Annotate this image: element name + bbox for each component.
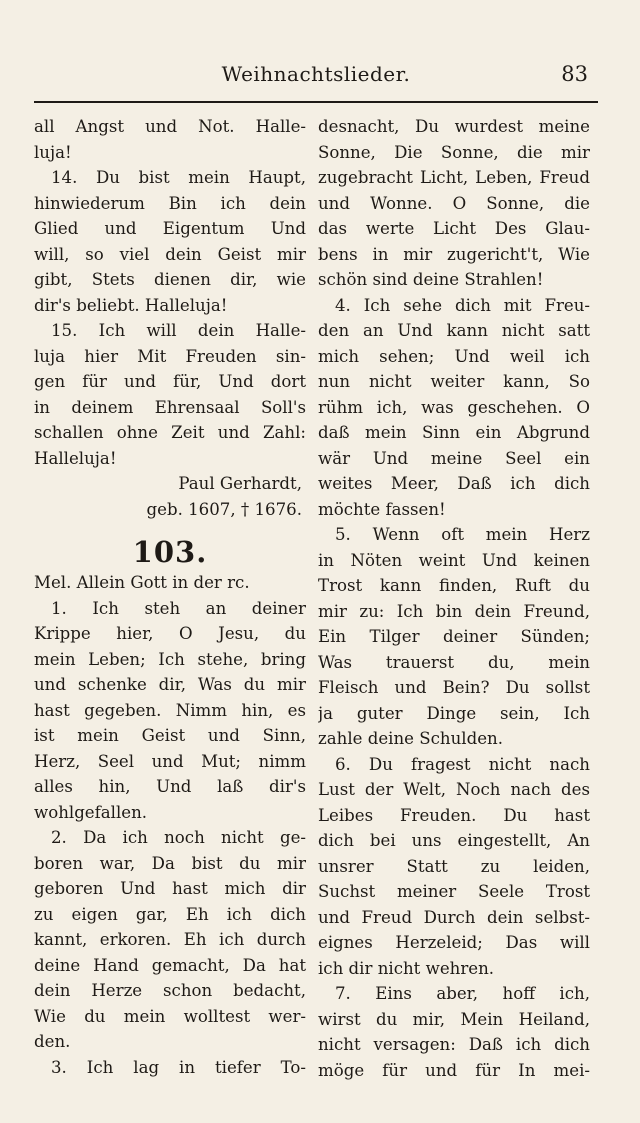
text-line: schön sind deine Strahlen! <box>318 270 544 289</box>
text-line: wohlgefallen. <box>34 802 148 822</box>
text-line: ja guter Dinge sein, Ich <box>318 703 590 723</box>
text-line: Mel. Allein Gott in der rc. <box>34 573 250 592</box>
text-line: will, so viel dein Geist mir <box>34 244 306 264</box>
text-line: Ein Tilger deiner Sünden; <box>318 627 590 646</box>
text-line: und Wonne. O Sonne, die <box>318 193 590 213</box>
text-line: 5. Wenn oft mein Herz <box>335 525 590 544</box>
text-line: alles hin, Und laß dir's <box>34 777 306 796</box>
text-line: den an Und kann nicht satt <box>318 321 590 340</box>
text-line: 3. Ich lag in tiefer To- <box>51 1057 306 1077</box>
text-line: geboren Und hast mich dir <box>34 879 306 898</box>
text-line: 6. Du fragest nicht nach <box>335 754 590 774</box>
text-line: dir's beliebt. Halleluja! <box>34 295 228 315</box>
text-line: schallen ohne Zeit und Zahl: <box>34 423 306 442</box>
text-line: 1. Ich steh an deiner <box>51 598 306 618</box>
text-line: das werte Licht Des Glau- <box>318 219 590 238</box>
text-line: 15. Ich will dein Halle- <box>51 321 306 340</box>
text-line: unsrer Statt zu leiden, <box>318 856 590 876</box>
text-line: möge für und für In mei- <box>318 1060 590 1080</box>
text-line: geb. 1607, † 1676. <box>146 499 302 519</box>
text-line: 7. Eins aber, hoff ich, <box>335 984 590 1003</box>
text-line: und schenke dir, Was du mir <box>34 675 306 694</box>
text-line: ist mein Geist und Sinn, <box>34 726 306 745</box>
text-line: ich dir nicht wehren. <box>318 958 495 978</box>
header-rule <box>34 101 598 103</box>
text-line: luja hier Mit Freuden sin- <box>34 346 306 366</box>
text-line: Halleluja! <box>34 448 117 468</box>
text-line: Paul Gerhardt, <box>178 474 302 493</box>
text-line: Suchst meiner Seele Trost <box>318 882 590 901</box>
text-line: Was trauerst du, mein <box>318 652 590 672</box>
text-line: hast gegeben. Nimm hin, es <box>34 700 306 720</box>
text-line: Wie du mein wolltest wer- <box>34 1006 306 1026</box>
text-line: 2. Da ich noch nicht ge- <box>51 828 306 847</box>
text-line: dich bei uns eingestellt, An <box>318 831 590 850</box>
page-number: 83 <box>561 62 588 86</box>
text-line: all Angst und Not. Halle- <box>34 117 306 136</box>
text-line: möchte fassen! <box>318 499 446 519</box>
text-line: mir zu: Ich bin dein Freund, <box>318 601 590 621</box>
text-line: boren war, Da bist du mir <box>34 853 306 873</box>
text-line: gibt, Stets dienen dir, wie <box>34 270 306 289</box>
text-line: Glied und Eigentum Und <box>34 219 306 238</box>
text-line: Trost kann finden, Ruft du <box>318 576 590 595</box>
text-line: 14. Du bist mein Haupt, <box>51 168 306 187</box>
text-line: kannt, erkoren. Eh ich durch <box>34 930 306 949</box>
text-line: dein Herze schon bedacht, <box>34 981 306 1000</box>
text-line: nun nicht weiter kann, So <box>318 372 590 391</box>
text-line: Leibes Freuden. Du hast <box>318 805 590 825</box>
text-line: 4. Ich sehe dich mit Freu- <box>335 295 590 315</box>
text-line: desnacht, Du wurdest meine <box>318 117 590 136</box>
right-column-text <box>318 114 590 1083</box>
text-line: Herz, Seel und Mut; nimm <box>34 751 306 771</box>
page-header <box>34 62 598 98</box>
text-line: Sonne, Die Sonne, die mir <box>318 142 590 162</box>
text-line: bens in mir zugericht't, Wie <box>318 244 590 264</box>
text-line: den. <box>34 1032 71 1051</box>
text-line: und Freud Durch dein selbst- <box>318 907 590 927</box>
hymn-number: 103. <box>132 535 208 569</box>
text-line: in Nöten weint Und keinen <box>318 550 590 570</box>
text-line: zu eigen gar, Eh ich dich <box>34 904 306 924</box>
right-column <box>318 114 590 1083</box>
left-column-text-part-1 <box>34 114 306 522</box>
text-line: mein Leben; Ich stehe, bring <box>34 649 306 669</box>
text-line: mich sehen; Und weil ich <box>318 346 590 366</box>
text-line: deine Hand gemacht, Da hat <box>34 955 306 975</box>
left-column-text-part-2 <box>34 570 306 1080</box>
text-line: Krippe hier, O Jesu, du <box>34 624 306 643</box>
left-column <box>34 114 306 1080</box>
text-line: weites Meer, Daß ich dich <box>318 474 590 493</box>
text-line: zahle deine Schulden. <box>318 729 504 748</box>
text-line: Lust der Welt, Noch nach des <box>318 780 590 799</box>
text-line: rühm ich, was geschehen. O <box>318 397 590 417</box>
text-line: hinwiederum Bin ich dein <box>34 193 306 213</box>
text-line: wär Und meine Seel ein <box>318 448 590 468</box>
text-line: gen für und für, Und dort <box>34 372 306 391</box>
text-line: zugebracht Licht, Leben, Freud <box>318 168 590 187</box>
text-line: wirst du mir, Mein Heiland, <box>318 1009 590 1029</box>
text-line: in deinem Ehrensaal Soll's <box>34 397 306 417</box>
text-line: daß mein Sinn ein Abgrund <box>318 423 590 442</box>
text-line: eignes Herzeleid; Das will <box>318 933 590 952</box>
running-title: Weihnachtslieder. <box>221 62 411 86</box>
text-line: Fleisch und Bein? Du sollst <box>318 678 590 697</box>
text-line: nicht versagen: Daß ich dich <box>318 1035 590 1054</box>
text-line: luja! <box>34 142 72 162</box>
